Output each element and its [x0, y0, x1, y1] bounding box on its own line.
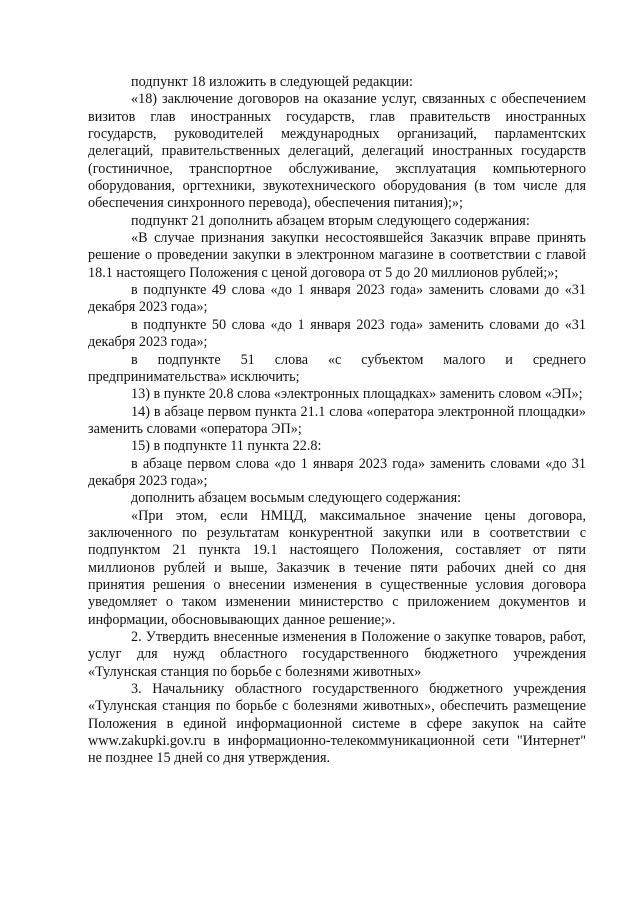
document-body — [88, 74, 586, 768]
paragraph-clause-3: 3. Начальнику областного государственного бюджетного учреждения «Тулунская станция по борьбе с болезнями животных», обеспечить размещение Положения в единой информационной системе в сфере закупок на сайте www.zakupki.gov.ru в информационно-телекоммуникационной сети "Интернет" не позднее 15 дней со дня утверждения. — [88, 681, 586, 767]
paragraph-item-15: 15) в подпункте 11 пункта 22.8: — [131, 438, 322, 455]
paragraph-subitem-51: в подпункте 51 слова «с субъектом малого и среднего предпринимательства» исключить; — [88, 351, 586, 385]
paragraph-subitem-18-intro: подпункт 18 изложить в следующей редакции: — [131, 74, 413, 90]
paragraph-subitem-21-intro: подпункт 21 дополнить абзацем вторым следующего содержания: — [131, 212, 530, 229]
paragraph-subitem-18-text: «18) заключение договоров на оказание услуг, связанных с обеспечением визитов глав иностранных государств, глав правительств иностранных государств, руководителей международных организаций, парламентских делегаций, правительственных делегаций, делегаций иностранных государств (гостиничное, транспортное обслуживание, эксплуатация компьютерного оборудования, оргтехники, звукотехнического оборудования (в том числе для обеспечения синхронного перевода), обеспечения питания);»; — [88, 91, 586, 212]
paragraph-item-15-eighth-text: «При этом, если НМЦД, максимальное значение цены договора, заключенного по результатам конкурентной закупки или в соответствии с подпунктом 21 пункта 19.1 настоящего Положения, составляет от пяти миллионов рублей и выше, Заказчик в течение пяти рабочих дней со дня принятия решения о внесении изменения в существенные условия договора уведомляет о таком изменении министерство с приложением документов и информации, обосновывающих данное решение;». — [88, 507, 586, 628]
paragraph-subitem-50: в подпункте 50 слова «до 1 января 2023 года» заменить словами до «31 декабря 2023 года»; — [88, 316, 586, 351]
paragraph-item-13: 13) в пункте 20.8 слова «электронных площадках» заменить словом «ЭП»; — [131, 386, 583, 403]
paragraph-subitem-21-text: «В случае признания закупки несостоявшейся Заказчик вправе принять решение о проведении закупки в электронном магазине в соответствии с главой 18.1 настоящего Положения с ценой договора от 5 до 20 миллионов рублей;»; — [88, 230, 586, 281]
paragraph-subitem-49: в подпункте 49 слова «до 1 января 2023 года» заменить словами до «31 декабря 2023 года»; — [88, 282, 586, 316]
paragraph-clause-2: 2. Утвердить внесенные изменения в Положение о закупке товаров, работ, услуг для нужд областного государственного бюджетного учреждения «Тулунская станция по борьбе с болезнями животных» — [88, 629, 586, 680]
paragraph-item-15-first-paragraph: в абзаце первом слова «до 1 января 2023 года» заменить словами «до 31 декабря 2023 года»; — [88, 455, 586, 489]
paragraph-item-15-eighth-intro: дополнить абзацем восьмым следующего содержания: — [131, 490, 462, 507]
paragraph-item-14: 14) в абзаце первом пункта 21.1 слова «оператора электронной площадки» заменить словами «оператора ЭП»; — [88, 403, 586, 437]
